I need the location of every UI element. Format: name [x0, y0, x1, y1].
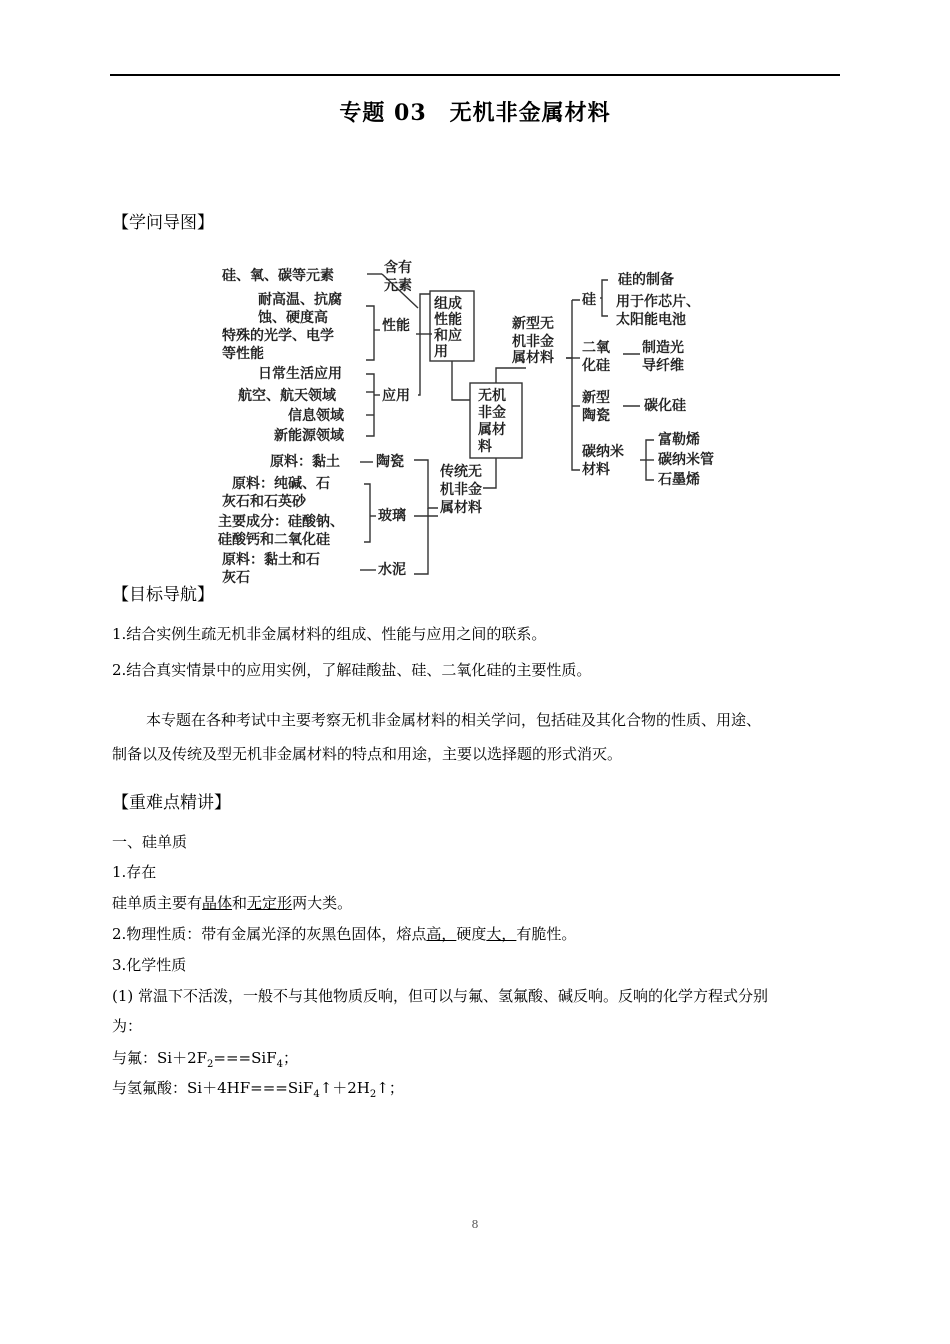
goal-1: 1.结合实例生疏无机非金属材料的组成、性能与应用之间的联系。: [112, 625, 547, 643]
mm-glass-item-3: 主要成分：硅酸钠、: [218, 514, 344, 530]
section-goals-heading: 【目标导航】: [112, 580, 214, 605]
mm-new-3: 属材料: [512, 350, 554, 366]
mind-map: [208, 258, 739, 598]
intro-line-1: 本专题在各种考试中主要考察无机非金属材料的相关学问，包括硅及其化合物的性质、用途、: [146, 711, 762, 729]
mm-contains-1: 含有: [384, 260, 412, 276]
mm-root-2: 性能: [434, 312, 462, 328]
mm-property: 性能: [382, 318, 410, 334]
page-title: 专题 03 无机非金属材料: [339, 100, 611, 126]
equation-hf: 与氢氟酸：$Si+4HF===SiF_4↑+2H_2↑$；: [112, 1079, 404, 1100]
mm-property-item-2: 蚀、硬度高: [258, 310, 328, 326]
mm-contains-2: 元素: [384, 278, 412, 294]
para-chemical-1: (1) 常温下不活泼，一般不与其他物质反响，但可以与氟、氢氟酸、碱反响。反响的化学方程式分别: [112, 987, 769, 1005]
mm-traditional-3: 属材料: [440, 500, 482, 516]
mm-cement-item-2: 灰石: [222, 570, 250, 586]
mm-new-1: 新型无: [512, 316, 554, 332]
mm-application-item-3: 信息领域: [288, 408, 344, 424]
mm-center-4: 料: [478, 439, 492, 455]
mm-new-2: 机非金: [512, 334, 554, 350]
mm-carbon-1: 碳纳米: [582, 444, 624, 460]
mm-glass-item-1: 原料：纯碱、石: [232, 476, 330, 492]
mind-map-diagram: [208, 258, 739, 598]
mm-carbon-item-1: 富勒烯: [658, 432, 700, 448]
mm-glass-item-4: 硅酸钙和二氧化硅: [218, 532, 330, 548]
mm-carbon-2: 材料: [582, 462, 610, 478]
section-mindmap-heading: 【学问导图】: [112, 213, 214, 233]
mm-ceramic-item: 原料：黏土: [270, 454, 340, 470]
mm-new-ceramic-1: 新型: [582, 390, 610, 406]
mm-root-1: 组成: [434, 296, 462, 312]
mm-sio2-item-1: 制造光: [642, 340, 684, 356]
para-chemical-2: 为：: [112, 1017, 143, 1035]
mm-silicon: 硅: [582, 292, 596, 308]
page-number: 8: [471, 1218, 479, 1231]
mm-ceramic: 陶瓷: [376, 454, 404, 470]
mm-property-item-1: 耐高温、抗腐: [258, 292, 342, 308]
mm-traditional-2: 机非金: [440, 482, 482, 498]
para-existence: 硅单质主要有晶体和无定形两大类。: [112, 894, 353, 912]
mm-silicon-item-1: 硅的制备: [618, 272, 674, 288]
mm-property-item-3: 特殊的光学、电学: [222, 328, 334, 344]
mm-sio2-item-2: 导纤维: [642, 358, 684, 374]
mm-center-3: 属材: [478, 422, 506, 438]
mm-application-item-1: 日常生活应用: [258, 366, 342, 382]
heading-chemical: 3.化学性质: [112, 956, 187, 974]
para-physical: 2.物理性质：带有金属光泽的灰黑色固体，熔点高，硬度大，有脆性。: [112, 925, 577, 943]
mm-carbon-item-3: 石墨烯: [658, 472, 700, 488]
mm-contains-item: 硅、氧、碳等元素: [222, 268, 334, 284]
mm-center-2: 非金: [478, 405, 506, 421]
heading-silicon: 一、硅单质: [112, 833, 188, 851]
mm-application-item-4: 新能源领域: [274, 428, 344, 444]
goal-2: 2.结合真实情景中的应用实例，了解硅酸盐、硅、二氧化硅的主要性质。: [112, 661, 592, 679]
mm-application: 应用: [382, 388, 410, 404]
mm-traditional-1: 传统无: [440, 464, 482, 480]
mm-root-4: 用: [434, 344, 448, 360]
mm-application-item-2: 航空、航天领域: [238, 388, 336, 404]
mm-glass: 玻璃: [378, 508, 406, 524]
intro-line-2: 制备以及传统及型无机非金属材料的特点和用途，主要以选择题的形式消灭。: [112, 745, 623, 763]
mm-silicon-item-2: 用于作芯片、: [616, 294, 700, 310]
mm-sio2-2: 化硅: [582, 358, 610, 374]
mm-root-3: 和应: [434, 328, 462, 344]
mm-new-ceramic-item: 碳化硅: [644, 398, 686, 414]
mm-cement-item-1: 原料：黏土和石: [222, 552, 320, 568]
mm-carbon-item-2: 碳纳米管: [658, 452, 714, 468]
mm-silicon-item-3: 太阳能电池: [616, 312, 686, 328]
heading-existence: 1.存在: [112, 863, 157, 881]
section-keypoints-heading: 【重难点精讲】: [112, 793, 231, 813]
equation-fluorine: 与氟：$Si+2F_2===SiF_4$；: [112, 1049, 298, 1070]
mm-new-ceramic-2: 陶瓷: [582, 408, 610, 424]
mm-glass-item-2: 灰石和石英砂: [222, 494, 306, 510]
mm-center-1: 无机: [478, 388, 506, 404]
mm-sio2-1: 二氧: [582, 340, 610, 356]
mm-property-item-4: 等性能: [222, 346, 264, 362]
mm-cement: 水泥: [378, 562, 406, 578]
header-rule: [110, 74, 840, 76]
